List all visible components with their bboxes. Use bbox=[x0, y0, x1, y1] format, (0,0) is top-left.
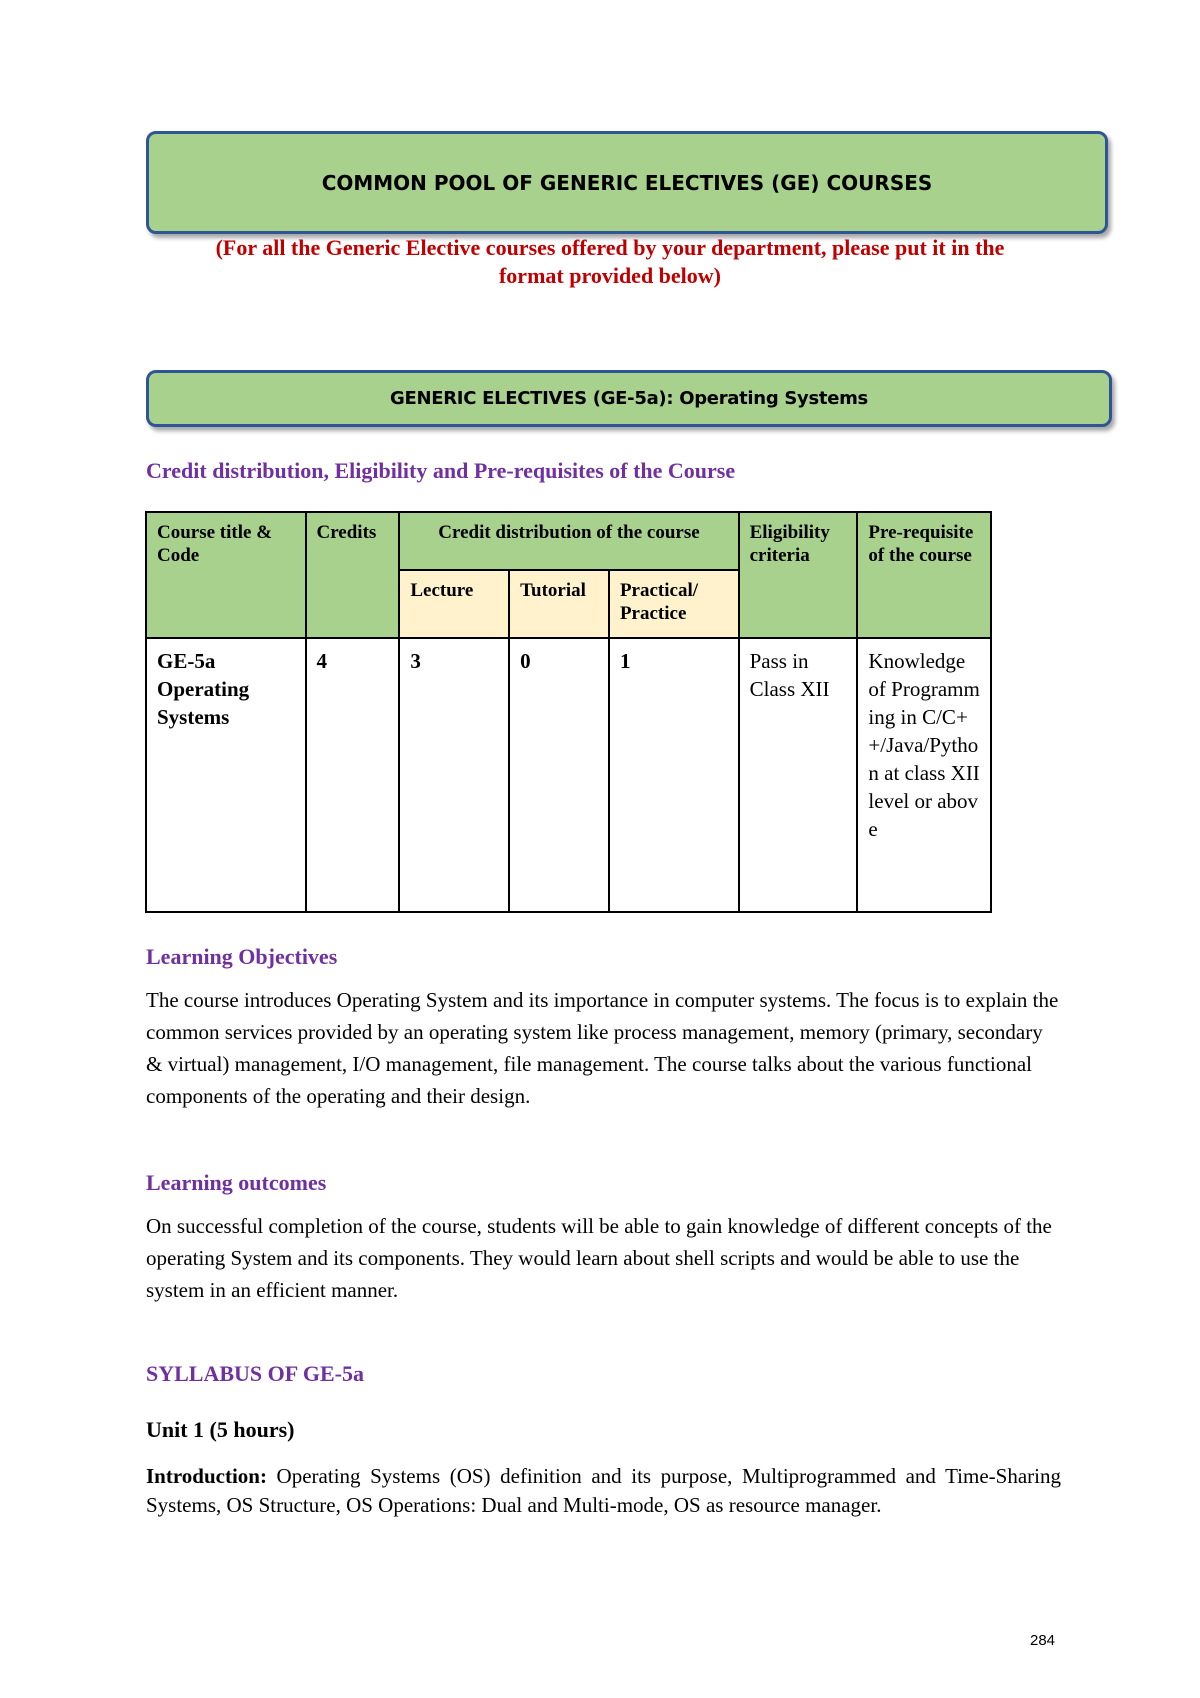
unit1-label: Introduction: bbox=[146, 1464, 267, 1488]
cell-lecture: 3 bbox=[399, 638, 509, 912]
table-row bbox=[146, 638, 991, 912]
credit-distribution-heading: Credit distribution, Eligibility and Pre-requisites of the Course bbox=[146, 458, 736, 483]
header-practical: Practical/ Practice bbox=[609, 570, 739, 638]
cell-tutorial: 0 bbox=[509, 638, 609, 912]
cell-eligibility: Pass in Class XII bbox=[739, 638, 858, 912]
unit1-description bbox=[146, 1462, 1061, 1520]
page-number: 284 bbox=[1030, 1632, 1056, 1649]
unit1-text: Operating Systems (OS) definition and its purpose, Multiprogrammed and Time-Sharing Systems, OS Structure, OS Operations: Dual and Multi-mode, OS as resource manager. bbox=[146, 1464, 1061, 1517]
format-note bbox=[140, 234, 1080, 290]
table-header-row bbox=[146, 512, 991, 570]
header-credit-distribution: Credit distribution of the course bbox=[399, 512, 738, 570]
cell-prerequisite: Knowledge of Programming in C/C++/Java/Python at class XII level or above bbox=[857, 638, 991, 912]
common-pool-banner bbox=[146, 131, 1108, 234]
cell-credits: 4 bbox=[306, 638, 400, 912]
header-eligibility: Eligibility criteria bbox=[739, 512, 858, 638]
cell-title-code: GE-5a Operating Systems bbox=[146, 638, 306, 912]
learning-objectives-text: The course introduces Operating System and its importance in computer systems. The focus is to explain the common services provided by an operating system like process management, memory (primary, secondary & virtual) management, I/O management, file management. The course talks about the various functional components of the operating and their design. bbox=[146, 988, 1059, 1108]
course-banner-title: GENERIC ELECTIVES (GE-5a): Operating Systems bbox=[390, 388, 868, 409]
header-lecture: Lecture bbox=[399, 570, 509, 638]
unit1-title: Unit 1 (5 hours) bbox=[146, 1417, 295, 1442]
learning-objectives-heading: Learning Objectives bbox=[146, 944, 338, 969]
header-credits: Credits bbox=[306, 512, 400, 638]
common-pool-title: COMMON POOL OF GENERIC ELECTIVES (GE) COURSES bbox=[321, 170, 933, 195]
credit-distribution-table bbox=[145, 511, 992, 913]
learning-outcomes-text: On successful completion of the course, students will be able to gain knowledge of different concepts of the operating System and its components. They would learn about shell scripts and would be able to use the system in an efficient manner. bbox=[146, 1214, 1052, 1302]
format-note-line2: format provided below) bbox=[498, 263, 722, 288]
learning-outcomes-heading: Learning outcomes bbox=[146, 1170, 327, 1195]
header-tutorial: Tutorial bbox=[509, 570, 609, 638]
cell-practical: 1 bbox=[609, 638, 739, 912]
header-title-code: Course title & Code bbox=[146, 512, 306, 638]
syllabus-heading: SYLLABUS OF GE-5a bbox=[146, 1361, 365, 1386]
header-prerequisite: Pre-requisite of the course bbox=[857, 512, 991, 638]
course-banner bbox=[146, 370, 1112, 427]
format-note-line1: (For all the Generic Elective courses offered by your department, please put it in the bbox=[215, 235, 1005, 260]
